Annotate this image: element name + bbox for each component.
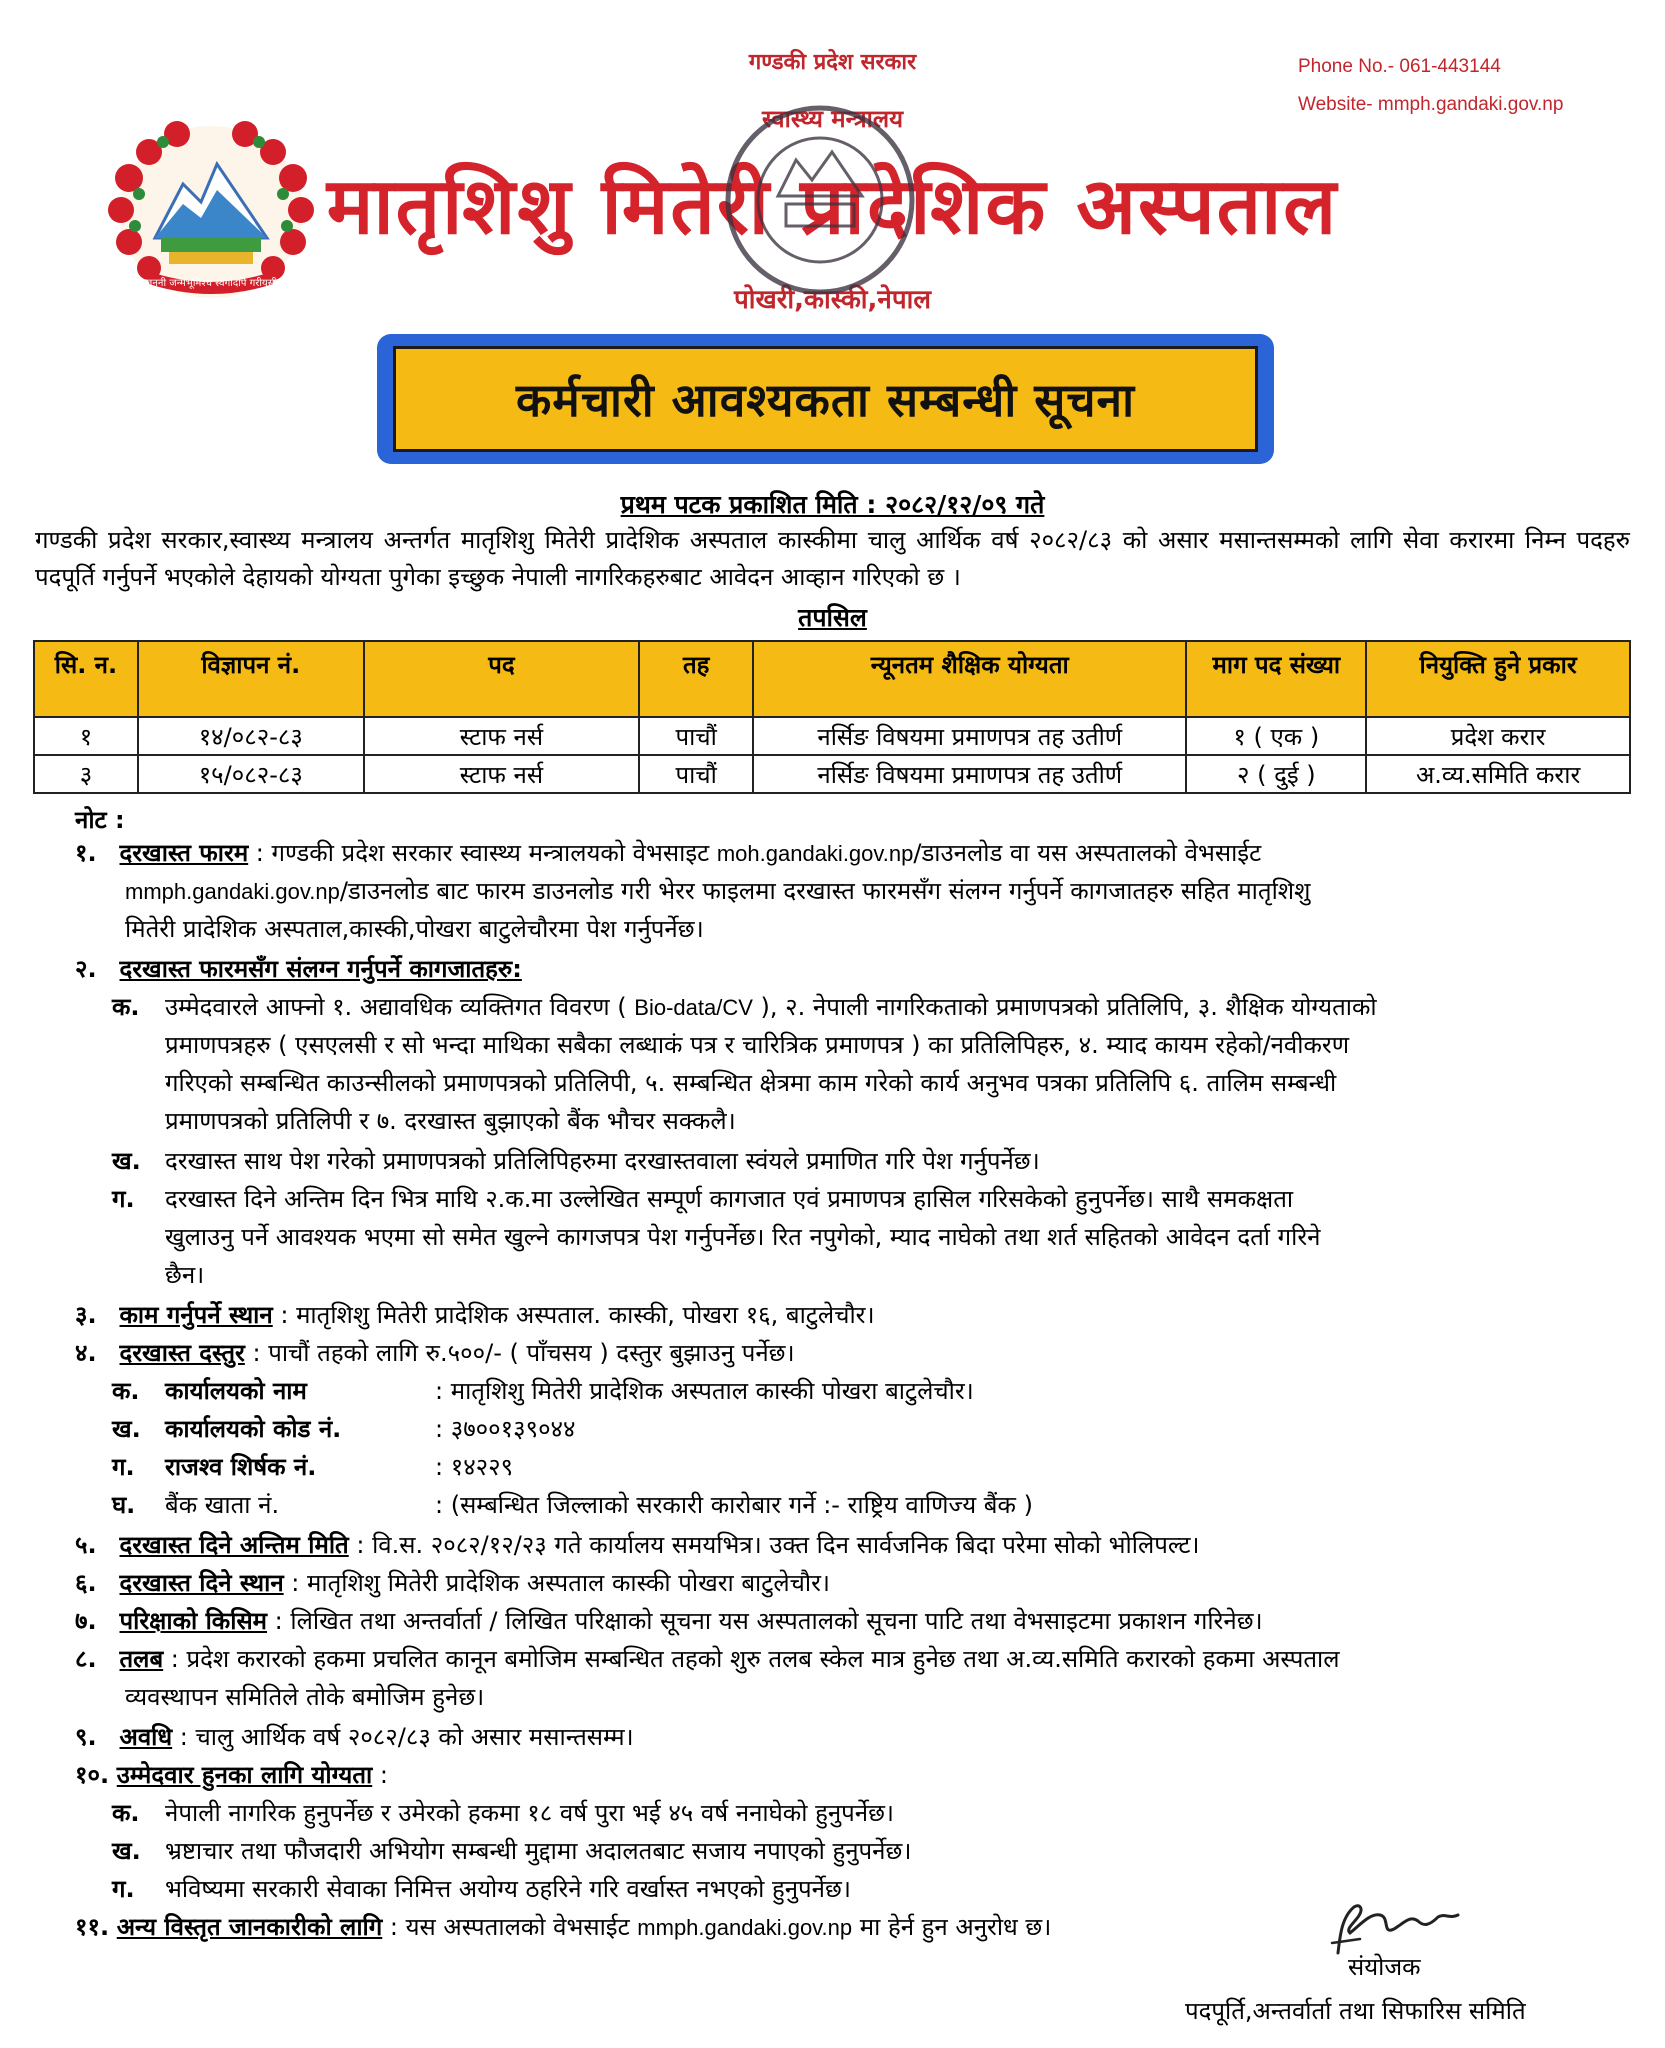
note-number: २. xyxy=(75,955,97,983)
table-cell: १ ( एक ) xyxy=(1186,717,1366,755)
sub-mark: ख. xyxy=(112,1837,141,1865)
fee-value: : १४२२९ xyxy=(435,1453,514,1481)
note-text: उम्मेदवारले आफ्नो १. अद्यावधिक व्यक्तिगत विवरण ( xyxy=(165,993,635,1021)
fee-value: : ३७००१३९०४४ xyxy=(435,1415,576,1443)
note-number: १०. xyxy=(75,1761,110,1789)
note-2-ga-line-3: छैन। xyxy=(165,1261,205,1289)
note-4 xyxy=(75,1334,795,1372)
fee-value: : मातृशिशु मितेरी प्रादेशिक अस्पताल कास्की पोखरा बाटुलेचौर। xyxy=(435,1377,974,1405)
note-2-ga-line-2: खुलाउनु पर्ने आवश्यक भएमा सो समेत खुल्ने कागजपत्र पेश गर्नुपर्नेछ। रित नपुगेको, म्याद नाघेको तथा शर्त सहितको आवेदन दर्ता गरिने xyxy=(165,1223,1321,1251)
note-number: ५. xyxy=(75,1531,97,1559)
note-label: दरखास्त फारम xyxy=(119,839,249,867)
note-5 xyxy=(75,1526,1200,1564)
note-7 xyxy=(75,1602,1263,1640)
note-label: तलब xyxy=(119,1645,164,1673)
note-label: उम्मेदवार हुनका लागि योग्यता xyxy=(116,1761,373,1789)
sub-mark: क. xyxy=(112,1377,140,1405)
note-number: ९. xyxy=(75,1723,97,1751)
fee-value: : (सम्बन्धित जिल्लाको सरकारी कारोबार गर्ने :- राष्ट्रिय वाणिज्य बैंक ) xyxy=(435,1491,1033,1519)
sub-mark: क. xyxy=(112,993,140,1021)
sub-mark: ख. xyxy=(112,1147,141,1175)
note-text: : प्रदेश करारको हकमा प्रचलित कानून बमोजिम सम्बन्धित तहको शुरु तलब स्केल मात्र हुनेछ तथा अ.व्य.समिति करारको हकमा अस्पताल xyxy=(163,1645,1340,1673)
note-text: : मातृशिशु मितेरी प्रादेशिक अस्पताल. कास्की, पोखरा १६, बाटुलेचौर। xyxy=(272,1301,875,1329)
table-cell: १४/०८२-८३ xyxy=(138,717,364,755)
note-2-heading xyxy=(75,950,522,988)
note-11 xyxy=(75,1908,1051,1947)
table-cell: ३ xyxy=(34,755,138,793)
note-3 xyxy=(75,1296,875,1334)
note-number: ७. xyxy=(75,1607,97,1635)
note-label: अन्य विस्तृत जानकारीको लागि xyxy=(116,1913,383,1941)
note-number: ३. xyxy=(75,1301,97,1329)
note-8 xyxy=(75,1640,1340,1678)
note-6 xyxy=(75,1564,830,1602)
note-text: : लिखित तथा अन्तर्वार्ता / लिखित परिक्षाको सूचना यस अस्पतालको सूचना पाटि तथा वेभसाइटमा प्रकाशन गरिनेछ। xyxy=(267,1607,1263,1635)
signatory-committee: पदपूर्ति,अन्तर्वार्ता तथा सिफारिस समिति xyxy=(1185,1997,1526,2025)
phone-number: Phone No.- 061-443144 xyxy=(1298,56,1501,77)
note-9 xyxy=(75,1718,634,1756)
note-text: ), २. नेपाली नागरिकताको प्रमाणपत्रको प्रतिलिपि, ३. शैक्षिक योग्यताको xyxy=(752,993,1377,1021)
note-label: दरखास्त दिने स्थान xyxy=(119,1569,284,1597)
table-cell: २ ( दुई ) xyxy=(1186,755,1366,793)
note-2-ka-line-4: प्रमाणपत्रको प्रतिलिपी र ७. दरखास्त बुझाएको बैंक भौचर सक्कलै। xyxy=(165,1107,736,1135)
hospital-address: पोखरी,कास्की,नेपाल xyxy=(734,285,931,315)
notice-title: कर्मचारी आवश्यकता सम्बन्धी सूचना xyxy=(515,373,1136,427)
hospital-website: mmph.gandaki.gov.np xyxy=(637,1915,853,1940)
table-cell: पाचौं xyxy=(639,717,753,755)
note-label: अवधि xyxy=(119,1723,173,1751)
bio-data-text: Bio-data/CV xyxy=(634,995,753,1020)
notes-heading: नोट : xyxy=(75,806,125,834)
hospital-website: mmph.gandaki.gov.np xyxy=(125,879,340,904)
note-label: दरखास्त दिने अन्तिम मिति xyxy=(119,1531,349,1559)
note-1-line-1 xyxy=(75,834,1261,873)
note-1-line-3: मितेरी प्रादेशिक अस्पताल,कास्की,पोखरा बाटुलेचौरमा पेश गर्नुपर्नेछ। xyxy=(125,915,704,943)
column-header: माग पद संख्या xyxy=(1186,641,1366,717)
sub-mark: ग. xyxy=(112,1185,135,1213)
sub-mark: ग. xyxy=(112,1875,135,1903)
note-number: ८. xyxy=(75,1645,97,1673)
note-2-ga-line-1: दरखास्त दिने अन्तिम दिन भित्र माथि २.क.मा उल्लेखित सम्पूर्ण कागजात एवं प्रमाणपत्र हासिल गरिसकेको हुनुपर्नेछ। साथै समकक्षता xyxy=(165,1185,1294,1213)
column-header: तह xyxy=(639,641,753,717)
signatory-title: संयोजक xyxy=(1348,1953,1421,1981)
note-text: : चालु आर्थिक वर्ष २०८२/८३ को असार मसान्तसम्म। xyxy=(172,1723,634,1751)
emblem-motto: जननी जन्मभूमिश्च स्वर्गादपि गरीयसी xyxy=(144,278,278,289)
fee-key: राजश्व शिर्षक नं. xyxy=(165,1453,317,1481)
government-name: गण्डकी प्रदेश सरकार xyxy=(748,50,917,75)
fee-key: बैंक खाता नं. xyxy=(165,1491,280,1519)
column-header: नियुक्ति हुने प्रकार xyxy=(1366,641,1630,717)
moh-website: moh.gandaki.gov.np xyxy=(716,841,914,866)
table-cell: १ xyxy=(34,717,138,755)
note-number: ६. xyxy=(75,1569,97,1597)
column-header: न्यूनतम शैक्षिक योग्यता xyxy=(753,641,1186,717)
table-cell: पाचौं xyxy=(639,755,753,793)
hospital-name: मातृशिशु मितेरी प्रादेशिक अस्पताल xyxy=(326,162,1339,252)
note-label: परिक्षाको किसिम xyxy=(119,1607,268,1635)
note-text: : यस अस्पतालको वेभसाईट xyxy=(382,1913,638,1941)
table-cell: स्टाफ नर्स xyxy=(364,717,640,755)
note-text: : xyxy=(372,1761,388,1789)
note-10 xyxy=(75,1756,388,1794)
publish-date-text: प्रथम पटक प्रकाशित मिति : २०८२/१२/०९ गते xyxy=(620,490,1045,519)
note-label: दरखास्त दस्तुर xyxy=(119,1339,245,1367)
sub-mark: ग. xyxy=(112,1453,135,1481)
note-10-ga: भविष्यमा सरकारी सेवाका निमित्त अयोग्य ठहरिने गरि वर्खास्त नभएको हुनुपर्नेछ। xyxy=(165,1875,851,1903)
note-number: १. xyxy=(75,839,97,867)
note-text: /डाउनलोड वा यस अस्पतालको वेभसाईट xyxy=(913,839,1262,867)
note-8-line-2: व्यवस्थापन समितिले तोके बमोजिम हुनेछ। xyxy=(125,1683,485,1711)
note-text: : मातृशिशु मितेरी प्रादेशिक अस्पताल कास्की पोखरा बाटुलेचौर। xyxy=(283,1569,831,1597)
column-header: पद xyxy=(364,641,640,717)
fee-key: कार्यालयको कोड नं. xyxy=(165,1415,342,1443)
note-2-ka-line-3: गरिएको सम्बन्धित काउन्सीलको प्रमाणपत्रको प्रतिलिपी, ५. सम्बन्धित क्षेत्रमा काम गरेको कार्य अनुभव पत्रका प्रतिलिपि ६. तालिम सम्बन्धी xyxy=(165,1069,1337,1097)
note-2-kha: दरखास्त साथ पेश गरेको प्रमाणपत्रको प्रतिलिपिहरुमा दरखास्तवाला स्वंयले प्रमाणित गरि पेश गर्नुपर्नेछ। xyxy=(165,1147,1040,1175)
sub-mark: घ. xyxy=(112,1491,136,1519)
sub-mark: क. xyxy=(112,1799,140,1827)
table-cell: प्रदेश करार xyxy=(1366,717,1630,755)
fee-key: कार्यालयको नाम xyxy=(165,1377,307,1405)
table-cell: १५/०८२-८३ xyxy=(138,755,364,793)
website-address: Website- mmph.gandaki.gov.np xyxy=(1298,94,1564,115)
note-2-ka-line-2: प्रमाणपत्रहरु ( एसएलसी र सो भन्दा माथिका सबैका लब्धाकं पत्र र चारित्रिक प्रमाणपत्र ) का प्रतिलिपिहरु, ४. म्याद कायम रहेको/नवीकरण xyxy=(165,1031,1350,1059)
note-text: मा हेर्न हुन अनुरोध छ। xyxy=(852,1913,1052,1941)
column-header: सि. न. xyxy=(34,641,138,717)
note-2-ka-line-1 xyxy=(165,988,1377,1027)
table-cell: स्टाफ नर्स xyxy=(364,755,640,793)
column-header: विज्ञापन नं. xyxy=(138,641,364,717)
note-number: ११. xyxy=(75,1913,110,1941)
note-label: काम गर्नुपर्ने स्थान xyxy=(119,1301,273,1329)
note-text: : गण्डकी प्रदेश सरकार स्वास्थ्य मन्त्रालयको वेभसाइट xyxy=(248,839,717,867)
details-heading-text: तपसिल xyxy=(798,603,867,632)
table-cell: नर्सिङ विषयमा प्रमाणपत्र तह उतीर्ण xyxy=(753,717,1186,755)
sub-mark: ख. xyxy=(112,1415,141,1443)
table-cell: नर्सिङ विषयमा प्रमाणपत्र तह उतीर्ण xyxy=(753,755,1186,793)
note-1-line-2 xyxy=(125,872,1310,911)
intro-paragraph: गण्डकी प्रदेश सरकार,स्वास्थ्य मन्त्रालय अन्तर्गत मातृशिशु मितेरी प्रादेशिक अस्पताल कास्कीमा चालु आर्थिक वर्ष २०८२/८३ को असार मसान्तसम्मको लागि सेवा करारमा निम्न पदहरु पदपूर्ति गर्नुपर्ने भएकोले देहायको योग्यता पुगेका इच्छुक नेपाली नागरिकहरुबाट आवेदन आव्हान गरिएको छ । xyxy=(35,526,1630,591)
note-10-ka: नेपाली नागरिक हुनुपर्नेछ र उमेरको हकमा १८ वर्ष पुरा भई ४५ वर्ष ननाघेको हुनुपर्नेछ। xyxy=(165,1799,895,1827)
note-text: : पाचौं तहको लागि रु.५००/- ( पाँचसय ) दस्तुर बुझाउनु पर्नेछ। xyxy=(244,1339,795,1367)
ministry-name: स्वास्थ्य मन्त्रालय xyxy=(761,105,904,133)
note-number: ४. xyxy=(75,1339,97,1367)
note-10-kha: भ्रष्टाचार तथा फौजदारी अभियोग सम्बन्धी मुद्दामा अदालतबाट सजाय नपाएको हुनुपर्नेछ। xyxy=(165,1837,912,1865)
note-label: दरखास्त फारमसँग संलग्न गर्नुपर्ने कागजातहरु: xyxy=(119,955,522,983)
note-text: : वि.स. २०८२/१२/२३ गते कार्यालय समयभित्र। उक्त दिन सार्वजनिक बिदा परेमा सोको भोलिपल्ट। xyxy=(348,1531,1200,1559)
table-cell: अ.व्य.समिति करार xyxy=(1366,755,1630,793)
note-text: /डाउनलोड बाट फारम डाउनलोड गरी भेरर फाइलमा दरखास्त फारमसँग संलग्न गर्नुपर्ने कागजातहरु सहित मातृशिशु xyxy=(339,877,1311,905)
